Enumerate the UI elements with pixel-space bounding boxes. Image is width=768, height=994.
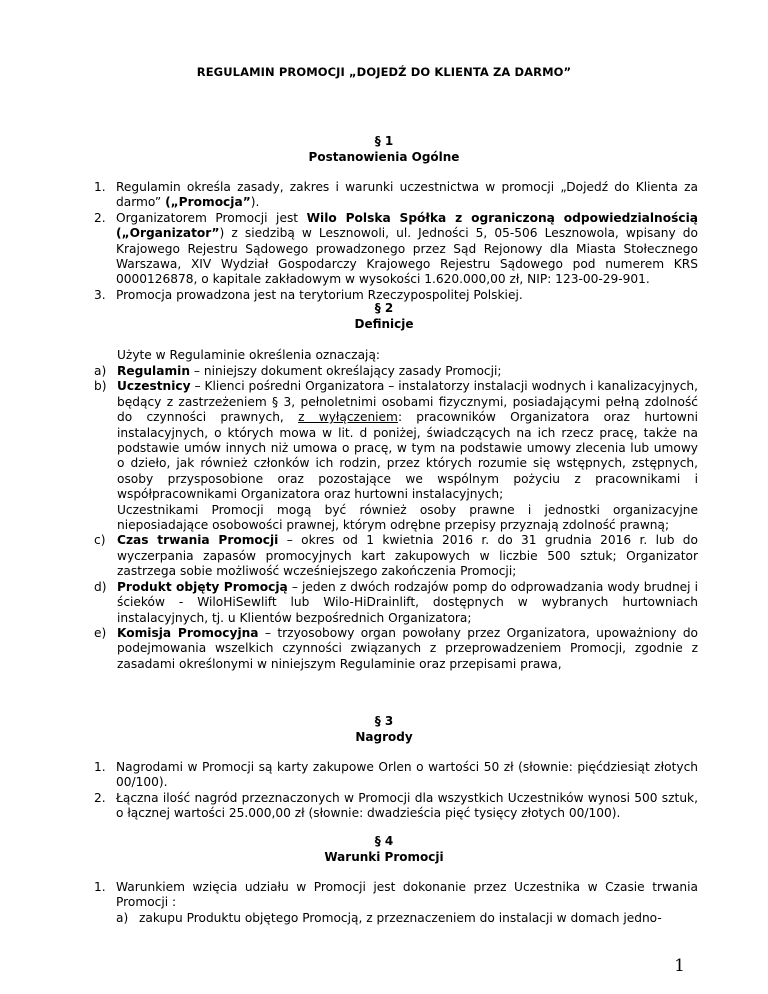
section-symbol: § 4 xyxy=(374,834,394,848)
list-item: e) Komisja Promocyjna – trzyosobowy organ powołany przez Organizatora, upoważniony do podejmowania wszelkich czynności związanych z przeprowadzeniem Promocji, zgodnie z zasadami określonymi w niniejszym Regulaminie oraz przepisami prawa, xyxy=(94,625,699,671)
section-3-heading xyxy=(0,714,768,745)
list-item: 3. Promocja prowadzona jest na terytorium Rzeczypospolitej Polskiej. xyxy=(94,287,523,302)
list-item: 1. Regulamin określa zasady, zakres i warunki uczestnictwa w promocji „Dojedź do Klienta za darmo” („Promocja”). xyxy=(94,180,698,210)
list-item: b) Uczestnicy – Klienci pośredni Organizatora – instalatorzy instalacji wodnych i kanalizacyjnych, będący z zastrzeżeniem § 3, pełnoletnimi osobami fizycznymi, posiadającymi pełną zdolność do czynności prawnych, z wyłączeniem: pracowników Organizatora oraz hurtowni instalacyjnych, o których mowa w lit. d poniżej, świadczących na ich rzecz pracę, także na podstawie umów innych niż umowa o pracę, w tym na podstawie umowy zlecenia lub umowy o dzieło, jak również członków ich rodzin, przez których rozumie się wstępnych, zstępnych, osoby przysposobione oraz pozostające we wspólnym pożyciu z pracownikami i współpracownikami Organizatora oraz hurtowni instalacyjnych; Uczestnikami Promocji mogą być również osoby prawne i jednostki organizacyjne nieposiadające osobowości prawnej, którym odrębne przepisy przyznają zdolność prawną; xyxy=(94,379,698,533)
section-4-heading xyxy=(0,834,768,865)
list-item: d) Produkt objęty Promocją – jeden z dwóch rodzajów pomp do odprowadzania wody brudnej i ścieków - WiloHiSewlift lub Wilo-HiDrainlift, dostępnych w wybranych hurtowniach instalacyjnych, tj. u Klientów bezpośrednich Organizatora; xyxy=(94,579,698,625)
section-symbol: § 1 xyxy=(374,134,394,148)
list-item: 2. Łączna ilość nagród przeznaczonych w Promocji dla wszystkich Uczestników wynosi 500 sztuk, o łącznej wartości 25.000,00 zł (słownie: dwadzieścia pięć tysięcy złotych 00/100). xyxy=(94,790,698,821)
section-symbol: § 3 xyxy=(374,714,394,728)
section-2-heading xyxy=(0,301,768,332)
section-title: Warunki Promocji xyxy=(324,849,444,864)
section-3-list xyxy=(94,760,698,822)
section-title: Postanowienia Ogólne xyxy=(308,149,460,164)
section-4-list xyxy=(94,880,698,926)
definitions-intro: Użyte w Regulaminie określenia oznaczają: xyxy=(117,348,381,362)
section-title: Definicje xyxy=(354,316,414,331)
document-title: REGULAMIN PROMOCJI „DOJEDŹ DO KLIENTA ZA DARMO” xyxy=(196,65,572,79)
definitions-list xyxy=(94,364,698,672)
section-1-list xyxy=(94,180,698,303)
list-item: 1. Nagrodami w Promocji są karty zakupowe Orlen o wartości 50 zł (słownie: pięćdziesiąt złotych 00/100). xyxy=(94,760,698,790)
list-item: 2. Organizatorem Promocji jest Wilo Polska Spółka z ograniczoną odpowiedzialnością („Organizator”) z siedzibą w Lesznowoli, ul. Jedności 5, 05-506 Lesznowola, wpisany do Krajowego Rejestru Sądowego prowadzonego przez Sąd Rejonowy dla Miasta Stołecznego Warszawa, XIV Wydział Gospodarczy Krajowego Rejestru Sądowego pod numerem KRS 0000126878, o kapitale zakładowym w wysokości 1.620.000,00 zł, NIP: 123-00-29-901. xyxy=(94,210,698,287)
section-1-heading xyxy=(0,134,768,165)
list-item: a) zakupu Produktu objętego Promocją, z przeznaczeniem do instalacji w domach jedno- xyxy=(116,910,662,925)
list-item: c) Czas trwania Promocji – okres od 1 kwietnia 2016 r. do 31 grudnia 2016 r. lub do wyczerpania zapasów promocyjnych kart zakupowych w liczbie 500 sztuk; Organizator zastrzega sobie możliwość wcześniejszego zakończenia Promocji; xyxy=(94,533,698,579)
section-symbol: § 2 xyxy=(374,301,394,315)
section-title: Nagrody xyxy=(355,729,413,744)
page-number: 1 xyxy=(674,956,685,976)
list-item: a) Regulamin – niniejszy dokument określający zasady Promocji; xyxy=(94,364,502,378)
section-2-body xyxy=(117,348,698,363)
list-item: 1. Warunkiem wzięcia udziału w Promocji jest dokonanie przez Uczestnika w Czasie trwania Promocji : a) zakupu Produktu objętego Promocją, z przeznaczeniem do instalacji w domach jedno- xyxy=(94,880,698,925)
